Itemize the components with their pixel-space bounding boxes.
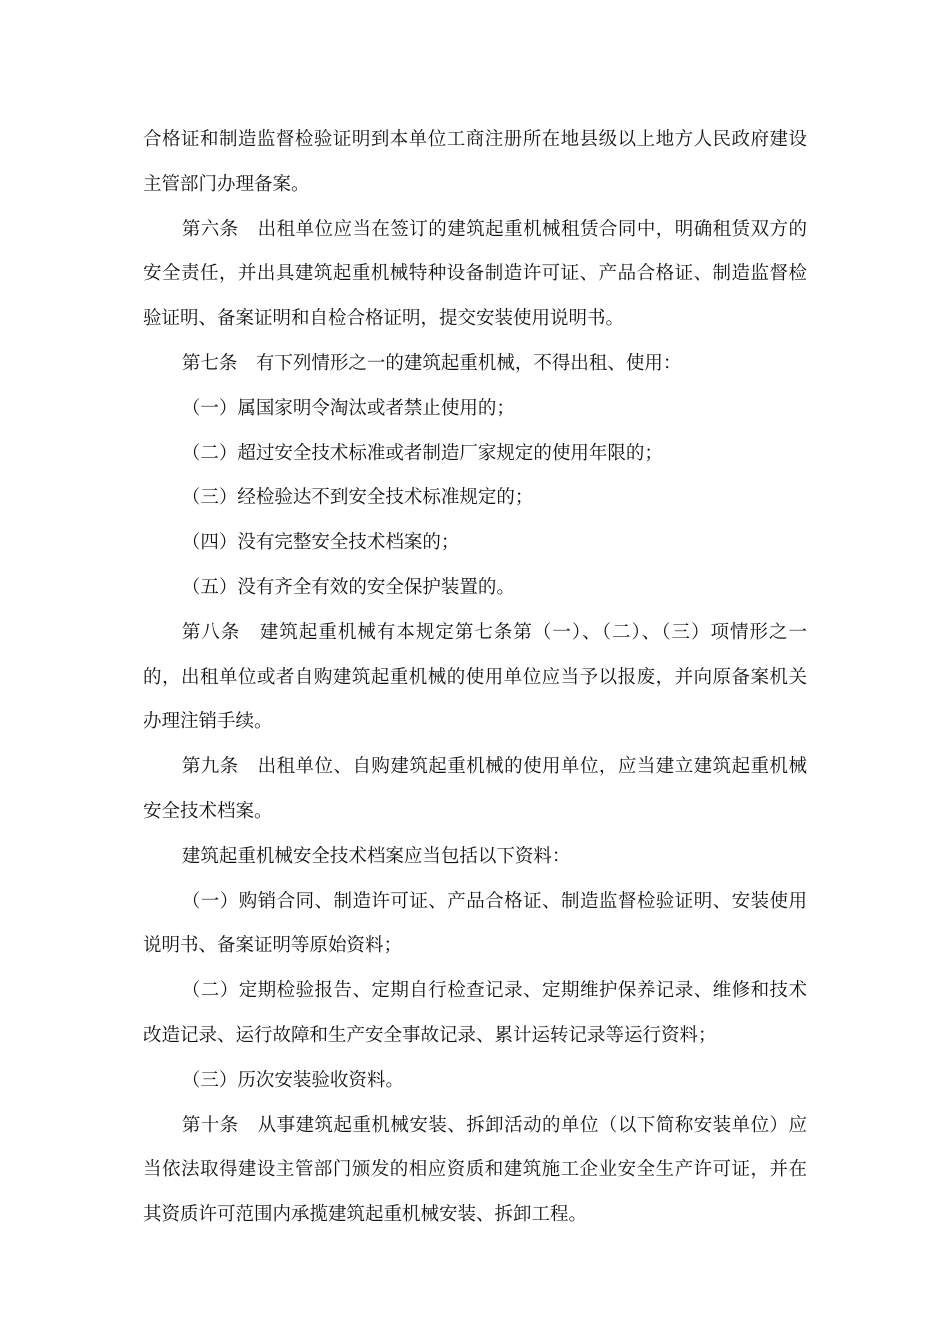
paragraph-article-9: 第九条 出租单位、自购建筑起重机械的使用单位，应当建立建筑起重机械安全技术档案。 — [143, 756, 807, 822]
article-7-item-4: （四）没有完整安全技术档案的； — [181, 532, 460, 554]
archive-item-1: （一）购销合同、制造许可证、产品合格证、制造监督检验证明、安装使用说明书、备案证明等原始资料； — [143, 890, 807, 957]
paragraph-archive-contents: 建筑起重机械安全技术档案应当包括以下资料： — [181, 845, 571, 867]
archive-item-2: （二）定期检验报告、定期自行检查记录、定期维护保养记录、维修和技术改造记录、运行故障和生产安全事故记录、累计运转记录等运行资料； — [143, 980, 807, 1046]
document-body — [143, 118, 807, 1238]
paragraph-article-10: 第十条 从事建筑起重机械安装、拆卸活动的单位（以下简称安装单位）应当依法取得建设主管部门颁发的相应资质和建筑施工企业安全生产许可证，并在其资质许可范围内承揽建筑起重机械安装、拆卸工程。 — [143, 1114, 807, 1226]
paragraph-continued-filing: 合格证和制造监督检验证明到本单位工商注册所在地县级以上地方人民政府建设主管部门办理备案。 — [143, 129, 807, 195]
paragraph-article-7: 第七条 有下列情形之一的建筑起重机械，不得出租、使用： — [181, 352, 682, 374]
paragraph-article-8: 第八条 建筑起重机械有本规定第七条第（一）、（二）、（三）项情形之一的，出租单位或者自购建筑起重机械的使用单位应当予以报废，并向原备案机关办理注销手续。 — [143, 621, 807, 733]
paragraph-article-6: 第六条 出租单位应当在签订的建筑起重机械租赁合同中，明确租赁双方的安全责任，并出具建筑起重机械特种设备制造许可证、产品合格证、制造监督检验证明、备案证明和自检合格证明，提交安装使用说明书。 — [143, 218, 807, 330]
article-7-item-3: （三）经检验达不到安全技术标准规定的； — [181, 487, 534, 509]
archive-item-3: （三）历次安装验收资料。 — [181, 1069, 404, 1091]
article-7-item-1: （一）属国家明令淘汰或者禁止使用的； — [181, 397, 515, 419]
article-7-item-5: （五）没有齐全有效的安全保护装置的。 — [181, 576, 515, 598]
article-7-item-2: （二）超过安全技术标准或者制造厂家规定的使用年限的； — [181, 442, 663, 464]
